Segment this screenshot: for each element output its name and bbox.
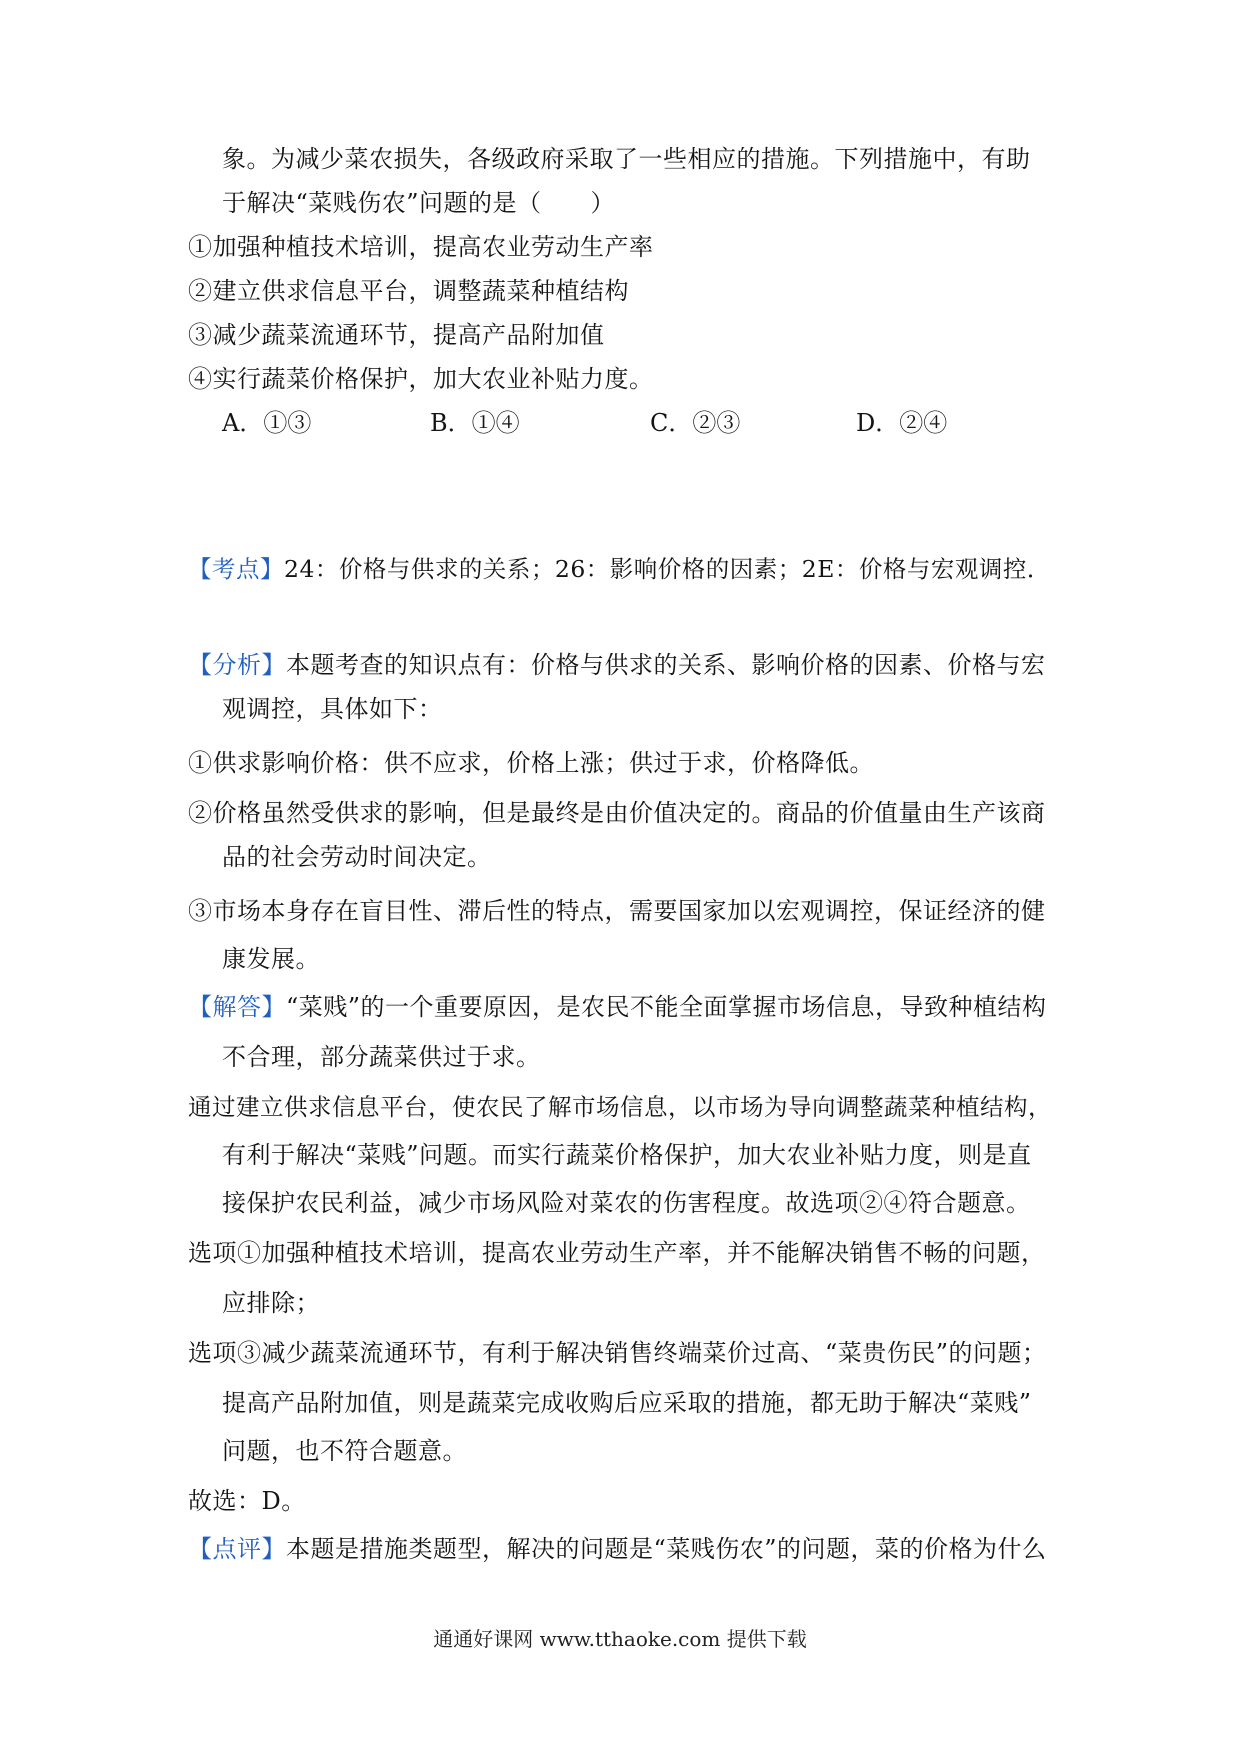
- fenxi-tag: 【分析】: [188, 651, 286, 679]
- jieda-line: 选项①加强种植技术培训，提高农业劳动生产率，并不能解决销售不畅的问题，: [188, 1239, 1046, 1267]
- dianping-first-line: 本题是措施类题型，解决的问题是“菜贱伤农”的问题，菜的价格为什么: [286, 1535, 1047, 1563]
- jieda-tag: 【解答】: [188, 993, 286, 1021]
- jieda-line: 通过建立供求信息平台，使农民了解市场信息，以市场为导向调整蔬菜种植结构，: [188, 1093, 1052, 1121]
- option-a: A．①③: [222, 409, 312, 437]
- question-choice-4: ④实行蔬菜价格保护，加大农业补贴力度。: [188, 365, 654, 393]
- kaodian-section: [188, 552, 1051, 586]
- option-b: B．①④: [430, 409, 520, 437]
- page-footer: 通通好课网 www.tthaoke.com 提供下载: [433, 1627, 807, 1651]
- kaodian-tag: 【考点】: [188, 555, 284, 583]
- question-line-2: 于解决“菜贱伤农”问题的是（ ）: [222, 189, 616, 217]
- fenxi-line: 品的社会劳动时间决定。: [222, 843, 492, 871]
- fenxi-line: 康发展。: [222, 945, 320, 973]
- question-choice-1: ①加强种植技术培训，提高农业劳动生产率: [188, 233, 654, 261]
- jieda-section: [188, 990, 1047, 1024]
- jieda-line: 提高产品附加值，则是蔬菜完成收购后应采取的措施，都无助于解决“菜贱”: [222, 1389, 1032, 1417]
- dianping-tag: 【点评】: [188, 1535, 286, 1563]
- fenxi-line: ③市场本身存在盲目性、滞后性的特点，需要国家加以宏观调控，保证经济的健: [188, 897, 1046, 925]
- jieda-line: 选项③减少蔬菜流通环节，有利于解决销售终端菜价过高、“菜贵伤民”的问题；: [188, 1339, 1047, 1367]
- jieda-line: 应排除；: [222, 1289, 320, 1317]
- fenxi-line: ①供求影响价格：供不应求，价格上涨；供过于求，价格降低。: [188, 749, 874, 777]
- dianping-section: [188, 1532, 1047, 1566]
- jieda-line: 接保护农民利益，减少市场风险对菜农的伤害程度。故选项②④符合题意。: [222, 1189, 1031, 1217]
- question-choice-2: ②建立供求信息平台，调整蔬菜种植结构: [188, 277, 629, 305]
- jieda-answer: 故选：D。: [188, 1487, 306, 1515]
- fenxi-section: [188, 648, 1046, 682]
- jieda-line: 问题，也不符合题意。: [222, 1437, 467, 1465]
- question-line-1: 象。为减少菜农损失，各级政府采取了一些相应的措施。下列措施中，有助: [222, 145, 1031, 173]
- question-choice-3: ③减少蔬菜流通环节，提高产品附加值: [188, 321, 605, 349]
- option-c: C．②③: [650, 409, 741, 437]
- fenxi-line: ②价格虽然受供求的影响，但是最终是由价值决定的。商品的价值量由生产该商: [188, 799, 1046, 827]
- kaodian-text: 24：价格与供求的关系；26：影响价格的因素；2E：价格与宏观调控．: [284, 555, 1051, 583]
- fenxi-line: 观调控，具体如下：: [222, 695, 443, 723]
- jieda-first-line: “菜贱”的一个重要原因，是农民不能全面掌握市场信息，导致种植结构: [286, 993, 1047, 1021]
- jieda-line: 不合理，部分蔬菜供过于求。: [222, 1043, 541, 1071]
- option-d: D．②④: [856, 409, 948, 437]
- fenxi-first-line: 本题考查的知识点有：价格与供求的关系、影响价格的因素、价格与宏: [286, 651, 1046, 679]
- jieda-line: 有利于解决“菜贱”问题。而实行蔬菜价格保护，加大农业补贴力度，则是直: [222, 1141, 1032, 1169]
